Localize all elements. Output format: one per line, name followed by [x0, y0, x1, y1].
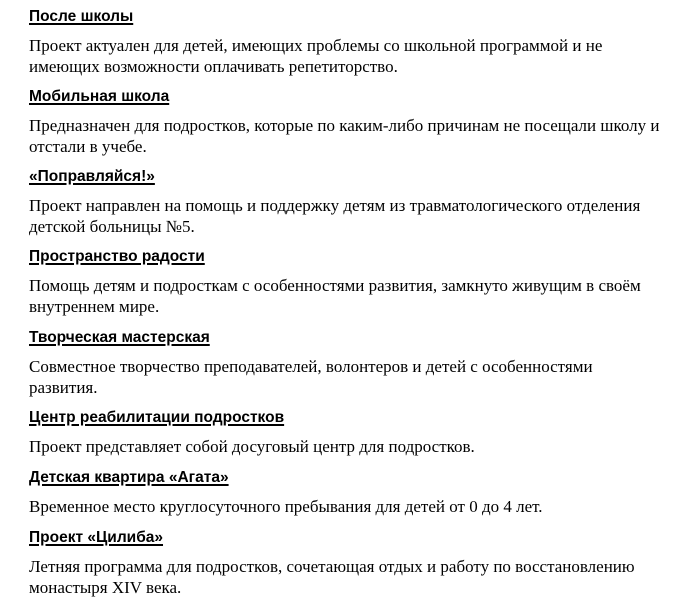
project-description: Совместное творчество преподавателей, волонтеров и детей с особенностями развития. — [29, 357, 593, 397]
project-title: Мобильная школа — [29, 88, 170, 105]
project-entry — [29, 408, 669, 457]
project-description: Предназначен для подростков, которые по каким-либо причинам не посещали школу и отстали в учебе. — [29, 116, 660, 156]
project-entry — [29, 528, 669, 598]
project-description: Временное место круглосуточного пребывания для детей от 0 до 4 лет. — [29, 497, 543, 516]
project-description: Проект представляет собой досуговый центр для подростков. — [29, 437, 475, 456]
project-title: «Поправляйся!» — [29, 168, 155, 185]
project-entry — [29, 7, 669, 77]
project-title: Центр реабилитации подростков — [29, 409, 285, 426]
project-description: Проект актуален для детей, имеющих проблемы со школьной программой и не имеющих возможности оплачивать репетиторство. — [29, 36, 603, 76]
project-title: После школы — [29, 8, 134, 25]
project-title: Проект «Цилиба» — [29, 529, 164, 546]
project-entry — [29, 87, 669, 157]
project-description: Проект направлен на помощь и поддержку детям из травматологического отделения детской больницы №5. — [29, 196, 641, 236]
project-entry — [29, 468, 669, 517]
project-description: Летняя программа для подростков, сочетающая отдых и работу по восстановлению монастыря XIV века. — [29, 557, 635, 597]
project-title: Пространство радости — [29, 248, 205, 265]
project-entry — [29, 247, 669, 317]
project-entry — [29, 167, 669, 237]
project-title: Детская квартира «Агата» — [29, 469, 229, 486]
project-description: Помощь детям и подросткам с особенностями развития, замкнуто живущим в своём внутреннем мире. — [29, 276, 641, 316]
project-title: Творческая мастерская — [29, 329, 210, 346]
project-entry — [29, 328, 669, 398]
